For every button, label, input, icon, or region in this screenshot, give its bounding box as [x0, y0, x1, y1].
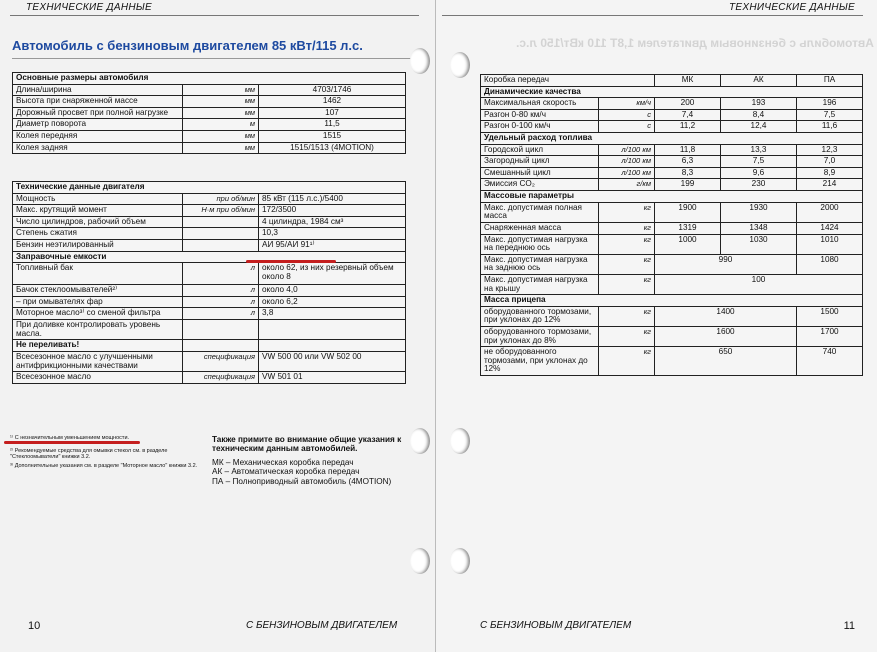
footnote-underline	[4, 441, 140, 444]
trailer-heading: Масса прицепа	[481, 295, 863, 307]
dimensions-table	[12, 72, 406, 154]
table-row: Дорожный просвет при полной нагрузке мм 107	[13, 107, 406, 119]
note-line: АК – Автоматическая коробка передач	[212, 467, 360, 477]
table-row: Смешанный цикл л/100 км 8,3 9,6 8,9	[481, 167, 863, 179]
table-row: Макс. допустимая полная масса кг 1900 1930 2000	[481, 202, 863, 222]
table-row: Бачок стеклоомывателей²⁾ л около 4,0	[13, 285, 406, 297]
dynamics-heading: Динамические качества	[481, 86, 863, 98]
table-row: Степень сжатия 10,3	[13, 228, 406, 240]
note-heading: Также примите во внимание общие указания к техническим данным автомобилей.	[212, 435, 402, 454]
mass-heading: Массовые параметры	[481, 191, 863, 203]
table-row: Снаряженная масса кг 1319 1348 1424	[481, 222, 863, 234]
table-row: Число цилиндров, рабочий объем 4 цилиндра, 1984 см³	[13, 216, 406, 228]
table-row: Городской цикл л/100 км 11,8 13,3 12,3	[481, 144, 863, 156]
right-page	[436, 0, 877, 652]
consumption-heading: Удельный расход топлива	[481, 133, 863, 145]
table-row: Разгон 0-80 км/ч с 7,4 8,4 7,5	[481, 109, 863, 121]
page-header: ТЕХНИЧЕСКИЕ ДАННЫЕ	[26, 2, 153, 13]
table-row: не оборудованного тормозами, при уклонах до 12% кг 650 740	[481, 347, 863, 376]
title-rule	[12, 58, 411, 59]
engine-table	[12, 181, 406, 384]
table-row: Моторное масло³⁾ со сменой фильтра л 3,8	[13, 308, 406, 320]
table-row: Диаметр поворота м 11,5	[13, 119, 406, 131]
table-row: оборудованного тормозами, при уклонах до 8% кг 1600 1700	[481, 327, 863, 347]
footnote-3: ³⁾ Дополнительные указания см. в разделе "Моторное масло" книжки 3.2.	[10, 463, 198, 469]
dimensions-heading: Основные размеры автомобиля	[13, 73, 406, 85]
table-row: Топливный бак л около 62, из них резервный объем около 8	[13, 263, 406, 285]
page-footer: С БЕНЗИНОВЫМ ДВИГАТЕЛЕМ	[246, 620, 398, 631]
page-title: Автомобиль с бензиновым двигателем 85 кВт/115 л.с.	[12, 38, 363, 53]
fuel-grade-value: АИ 95/АИ 91¹⁾	[259, 240, 406, 252]
fluids-heading: Заправочные емкости	[13, 251, 406, 263]
performance-table: Коробка передач МК АК ПА Динамические качества Максимальная скорость км/ч 200 193 196 Разгон 0-80 км/ч с 7,4 8,4 7,5 Разгон 0-100 км/ч с 11,2 12,4 11,6 Удельный расход топлива Городской цикл л/100 км 11,8 13,3 12,3 Загородный цикл л/100 км 6,3 7,5 7,0 Смешанный цикл л/100 км 8,3 9,6 8,9 Эмиссия CO₂ г/км 199 230 214 Массовые параметры Макс. допустимая полная масса кг 1900 1930 2000 Снаряженная масса кг 1319 1348 1424 Макс. допустимая нагрузка на переднюю ось кг 1000 1030 1010 Макс. допустимая нагрузка на заднюю ось кг 990 1080 Макс. допустимая нагрузка на крышу кг 100 Масса прицепа оборудованного тормозами, при уклонах до 12% кг 1400 1500 оборудованного тормозами, при уклонах до 8% кг 1600 1700 не оборудованного тормозами, при уклонах до 12% кг 650 740	[480, 74, 863, 376]
bleed-through-title: Автомобиль с бензиновым двигателем 1,8T 110 кВт/150 л.с.	[516, 36, 874, 50]
page-header: ТЕХНИЧЕСКИЕ ДАННЫЕ	[728, 2, 855, 13]
table-row: Колея передняя мм 1515	[13, 131, 406, 143]
table-row: Разгон 0-100 км/ч с 11,2 12,4 11,6	[481, 121, 863, 133]
table-row: Колея задняя мм 1515/1513 (4MOTION)	[13, 142, 406, 154]
binder-hole	[410, 48, 430, 74]
table-row: Макс. допустимая нагрузка на переднюю ось кг 1000 1030 1010	[481, 234, 863, 254]
table-row: Макс. крутящий момент Н·м при об/мин 172/3500	[13, 205, 406, 217]
table-row: Всесезонное масло с улучшенными антифрикционными качествами спецификация VW 500 00 или VW 502 00	[13, 351, 406, 371]
left-page	[0, 0, 436, 652]
table-row: оборудованного тормозами, при уклонах до 12% кг 1400 1500	[481, 306, 863, 326]
table-row: Мощность при об/мин 85 кВт (115 л.с.)/5400	[13, 193, 406, 205]
footnote-2: ²⁾ Рекомендуемые средства для омывки стекол см. в разделе "Стеклоомыватели" книжки 3.2.	[10, 448, 168, 461]
footnote-1: ¹⁾ С незначительным уменьшением мощности.	[10, 435, 130, 441]
header-rule	[10, 15, 419, 16]
table-row: При доливке контролировать уровень масла.	[13, 320, 406, 340]
table-row: – при омывателях фар л около 6,2	[13, 296, 406, 308]
table-row: Длина/ширина мм 4703/1746	[13, 84, 406, 96]
page-number: 11	[843, 620, 855, 632]
binder-hole	[450, 548, 470, 574]
fuel-grade-underline	[246, 260, 336, 263]
table-row: Всесезонное масло спецификация VW 501 01	[13, 372, 406, 384]
binder-hole	[450, 428, 470, 454]
header-rule	[442, 15, 863, 16]
binder-hole	[410, 428, 430, 454]
engine-heading: Технические данные двигателя	[13, 182, 406, 194]
table-row: Высота при снаряженной массе мм 1462	[13, 96, 406, 108]
page-footer: С БЕНЗИНОВЫМ ДВИГАТЕЛЕМ	[480, 620, 632, 631]
binder-hole	[450, 52, 470, 78]
table-row: Максимальная скорость км/ч 200 193 196	[481, 98, 863, 110]
table-row: Бензин неэтилированный АИ 95/АИ 91¹⁾	[13, 240, 406, 252]
table-row: Загородный цикл л/100 км 6,3 7,5 7,0	[481, 156, 863, 168]
binder-hole	[410, 548, 430, 574]
table-row: Макс. допустимая нагрузка на заднюю ось кг 990 1080	[481, 254, 863, 274]
table-row: Макс. допустимая нагрузка на крышу кг 100	[481, 274, 863, 294]
page-number: 10	[28, 620, 41, 632]
general-note	[212, 435, 408, 486]
note-line: ПА – Полноприводный автомобиль (4MOTION)	[212, 476, 392, 486]
note-line: МК – Механическая коробка передач	[212, 457, 354, 467]
table-row: Не переливать!	[13, 340, 406, 352]
gearbox-label: Коробка передач	[481, 75, 655, 87]
table-row: Эмиссия CO₂ г/км 199 230 214	[481, 179, 863, 191]
